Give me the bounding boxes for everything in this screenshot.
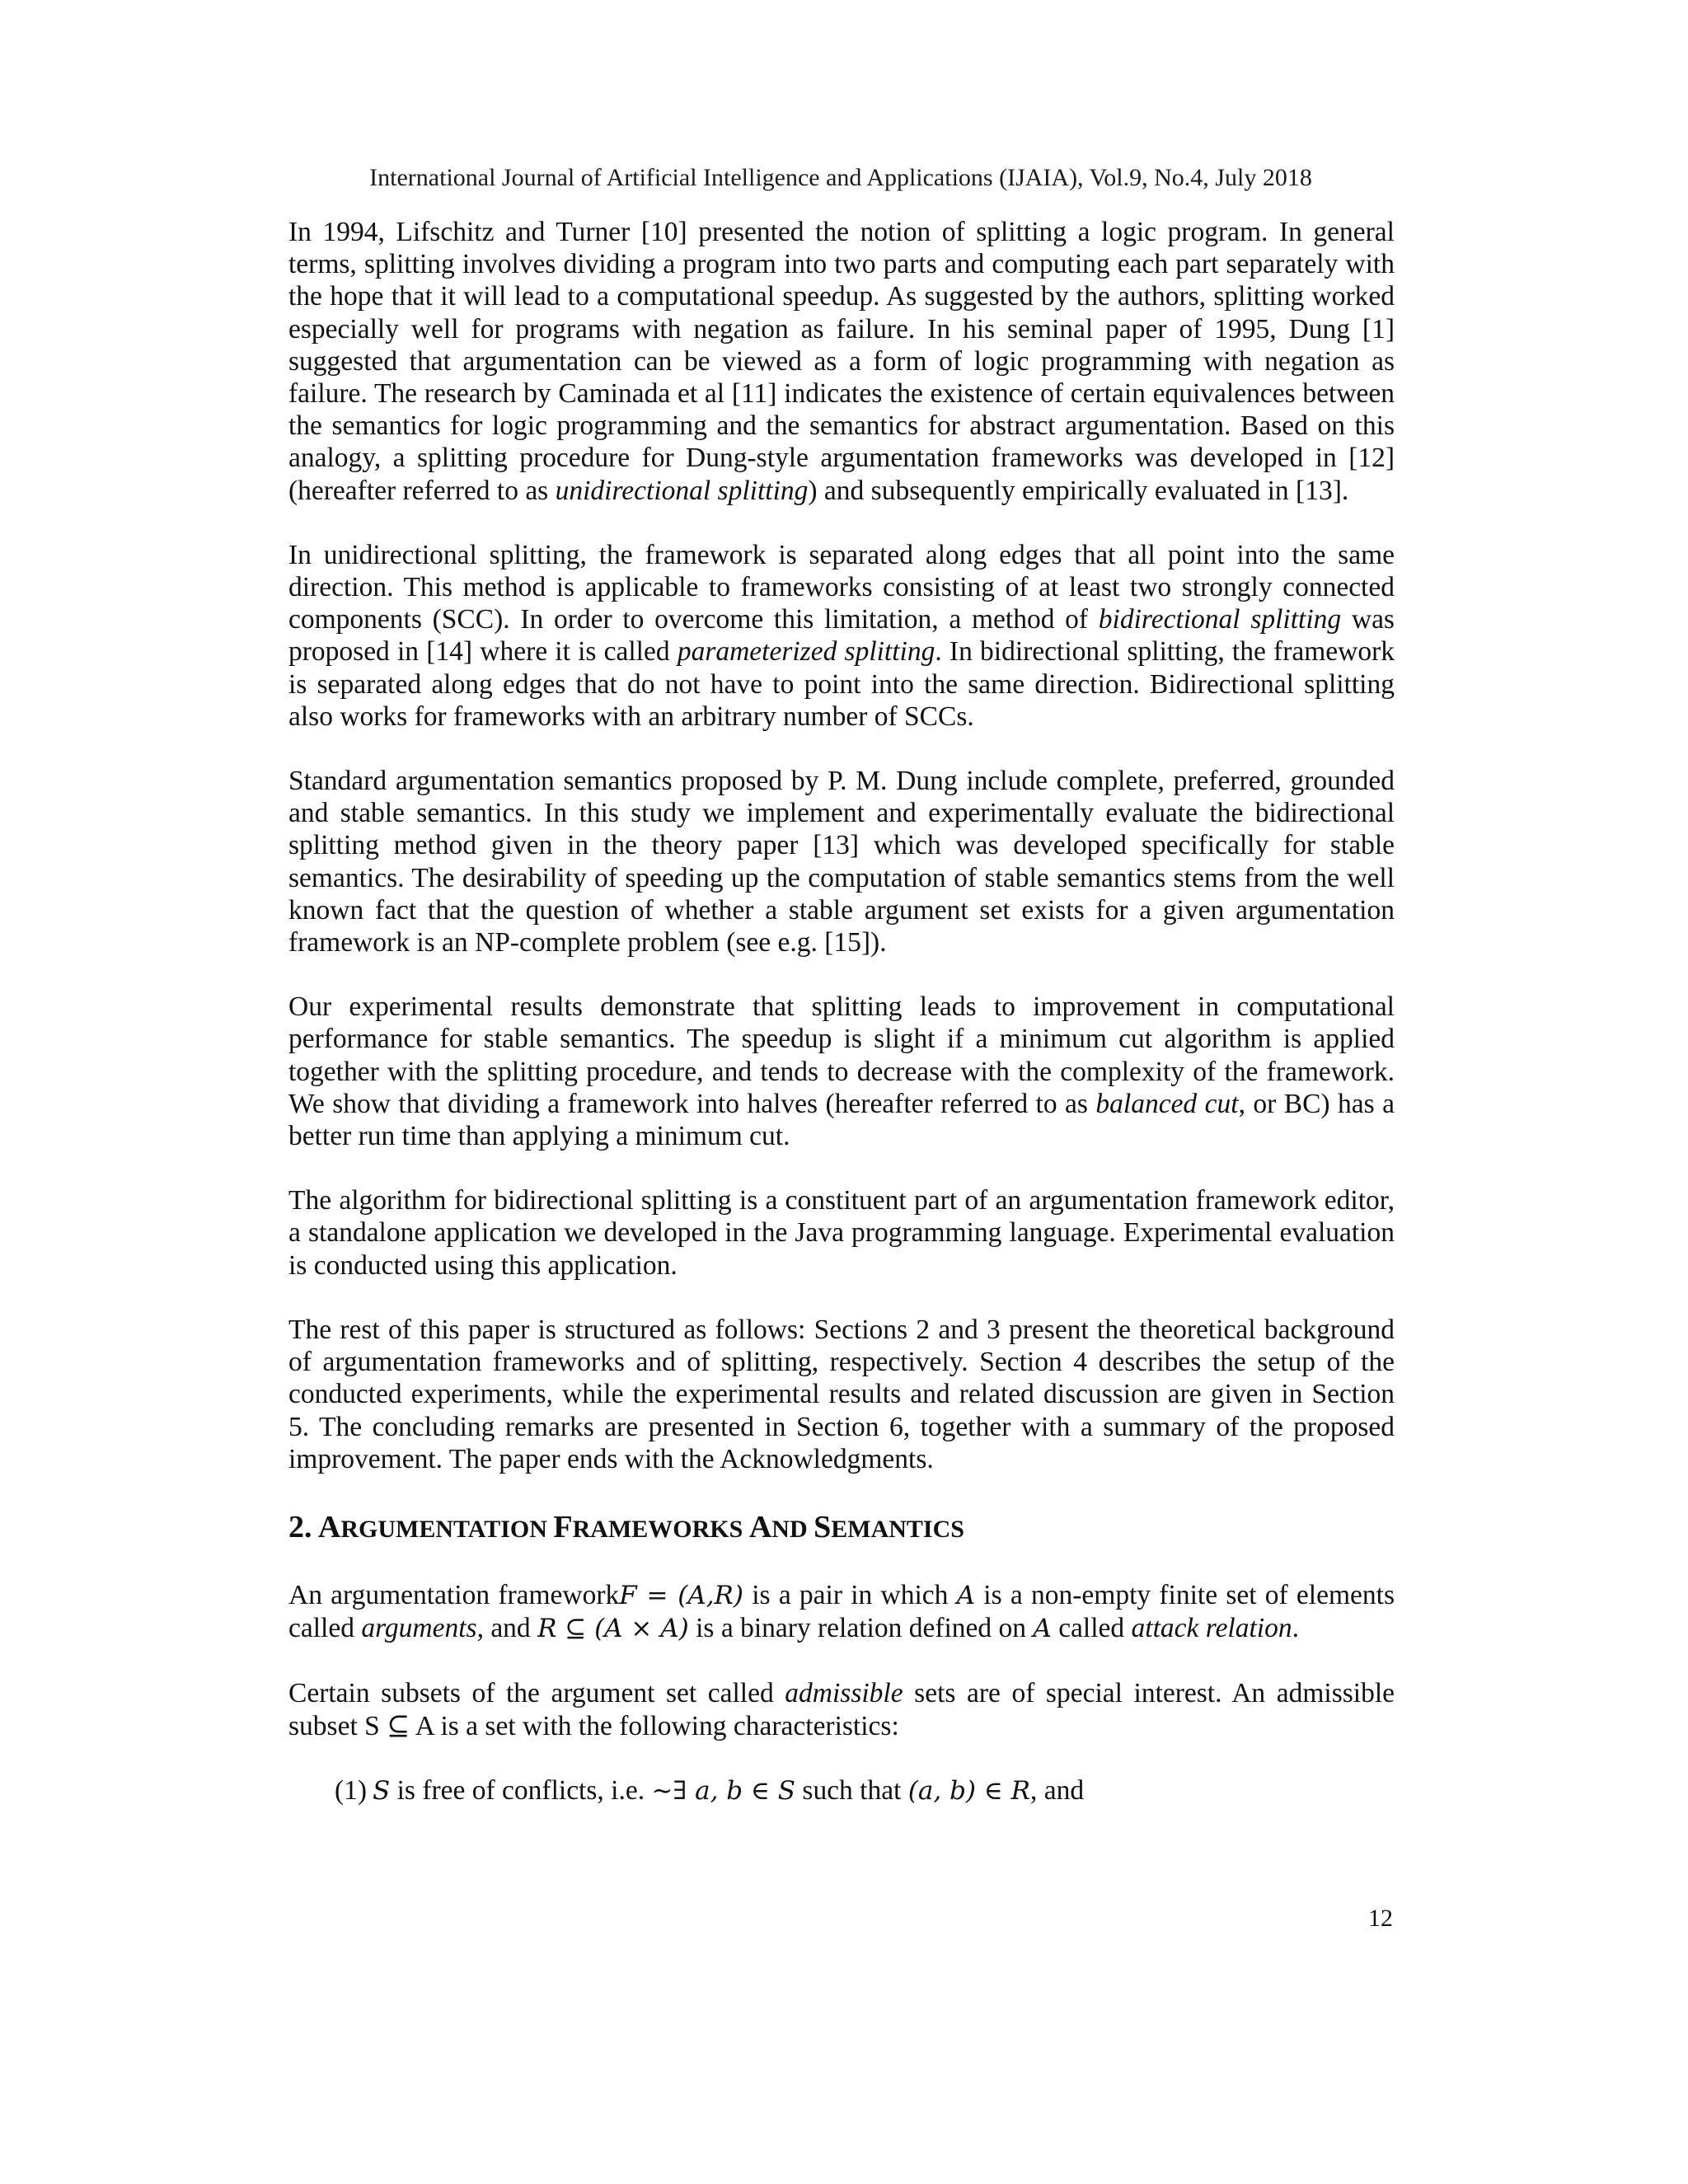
math-pair-in-r: (a, b) ∈ R [907,1775,1031,1806]
text-run: . [1292,1613,1299,1644]
paragraph-bidirectional-splitting [288,539,1395,733]
emphasis-admissible: admissible [785,1678,903,1709]
text-run: , and [1030,1774,1085,1806]
emphasis-bidirectional-splitting: bidirectional splitting [1098,604,1342,635]
math-symbol-a: A [956,1580,976,1610]
text-run: ) and subsequently empirically evaluated in [13]. [808,475,1349,506]
paragraph-splitting-history [288,216,1395,507]
body-text [288,216,1395,1807]
paragraph-framework-definition [288,1579,1395,1645]
math-attack-relation: R ⊆ (A × A) [537,1614,689,1644]
text-run: In 1994, Lifschitz and Turner [10] presented the notion of splitting a logic program. In general terms, splitting involves dividing a program into two parts and computing each part separately with the hope that it will lead to a computational speedup. As suggested by the authors, splitting worked especially well for programs with negation as failure. In his seminal paper of 1995, Dung [1] suggested that argumentation can be viewed as a form of logic programming with negation as failure. The research by Caminada et al [11] indicates the existence of certain equivalences between the semantics for logic programming and the semantics for abstract argumentation. Based on this analogy, a splitting procedure for Dung-style argumentation frameworks was developed in [12] (hereafter referred to as [288,217,1395,506]
emphasis-attack-relation: attack relation [1131,1613,1292,1644]
heading-cap: A [748,1509,772,1544]
emphasis-parameterized-splitting: parameterized splitting [677,636,935,668]
text-run: , or BC) has a better run time than applying a minimum cut. [288,1088,1395,1152]
text-run: is free of conflicts, i.e. [390,1774,652,1806]
text-run: was proposed in [14] where it is called [288,604,1395,668]
math-no-conflict: ∼∃ a, b ∈ S [651,1775,796,1806]
text-run: called [1051,1613,1132,1644]
text-run: is a binary relation defined on [688,1613,1034,1644]
text-run: The algorithm for bidirectional splitting is a constituent part of an argumentation framework editor, a standalone application we developed in the Java programming language. Experimental evaluation is conducted using this application. [288,1185,1395,1281]
heading-cap: F [553,1509,573,1544]
math-symbol-s: S [373,1775,391,1806]
emphasis-unidirectional-splitting: unidirectional splitting [555,475,809,506]
text-run: such that [795,1774,908,1806]
text-run: Certain subsets of the argument set called [288,1678,785,1709]
text-run: The rest of this paper is structured as follows: Sections 2 and 3 present the theoretical background of argumentation frameworks and of splitting, respectively. Section 4 describes the setup of the conducted experiments, while the experimental results and related discussion are given in Section 5. The concluding remarks are presented in Section 6, together with a summary of the proposed improvement. The paper ends with the Acknowledgments. [288,1314,1395,1474]
text-run: Standard argumentation semantics proposed by P. M. Dung include complete, preferred, grounded and stable semantics. In this study we implement and experimentally evaluate the bidirectional splitting method given in the theory paper [13] which was developed specifically for stable semantics. The desirability of speeding up the computation of stable semantics stems from the well known fact that the question of whether a stable argument set exists for a given argumentation framework is an NP-complete problem (see e.g. [15]). [288,766,1395,958]
section-number: 2. [288,1509,318,1544]
text-run: In unidirectional splitting, the framework is separated along edges that all point into the same direction. This method is applicable to frameworks consisting of at least two strongly connected components (SCC). In order to overcome this limitation, a method of [288,539,1395,635]
text-run: sets are of special interest. An admissible subset S ⊆ A is a set with the following characteristics: [288,1678,1395,1741]
paragraph-paper-structure [288,1314,1395,1475]
text-run: Our experimental results demonstrate that splitting leads to improvement in computational performance for stable semantics. The speedup is slight if a minimum cut algorithm is applied together with the splitting procedure, and tends to decrease with the complexity of the framework. We show that dividing a framework into halves (hereafter referred to as [288,991,1395,1119]
paragraph-standard-semantics [288,765,1395,958]
emphasis-balanced-cut: balanced cut [1095,1088,1239,1119]
text-run: . In bidirectional splitting, the framework is separated along edges that do not have to point into the same direction. Bidirectional splitting also works for frameworks with an arbitrary number of SCCs. [288,636,1395,732]
section-heading-2 [288,1507,1395,1549]
text-run: , and [476,1613,538,1644]
emphasis-arguments: arguments [361,1613,477,1644]
heading-smallcaps: RAMEWORKS [572,1515,749,1543]
math-symbol-a: A [1033,1614,1052,1644]
text-run: is a pair in which [743,1579,957,1610]
heading-smallcaps: RGUMENTATION [340,1515,554,1543]
text-run: An argumentation framework [288,1579,620,1610]
heading-cap: A [317,1509,341,1544]
heading-cap: S [814,1509,832,1544]
heading-smallcaps: ND [771,1515,814,1543]
paragraph-experimental-results [288,991,1395,1152]
list-item-conflict-free [335,1774,1395,1807]
text-run: is a non-empty finite set of elements called [288,1579,1395,1644]
heading-smallcaps: EMANTICS [831,1515,964,1543]
paragraph-editor-application [288,1184,1395,1282]
list-item-number: (1) [335,1774,368,1806]
math-framework-pair: F = (A,R) [619,1580,743,1610]
paragraph-admissible-sets [288,1677,1395,1741]
running-header: International Journal of Artificial Intelligence and Applications (IJAIA), Vol.9, No.4, July 2018 [369,164,1312,191]
page-number: 12 [1368,1905,1393,1932]
